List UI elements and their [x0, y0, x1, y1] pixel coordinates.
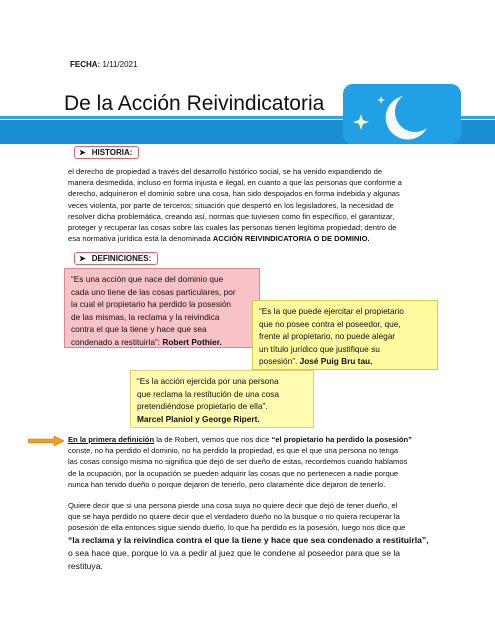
quote-author: José Puig Bru tau.	[299, 356, 373, 367]
quote-line: la cual el propietario ha perdido la posesión	[71, 299, 232, 310]
quote-box-puig	[252, 300, 438, 370]
quote-line: “Es una acción que nace del dominio que	[71, 274, 224, 284]
historia-bold-term: ACCIÓN REIVINDICATORIA O DE DOMINIO.	[212, 234, 370, 244]
section-definiciones-label: ➤ DEFINICIONES:	[74, 252, 158, 265]
quote-line: “Es la que puede ejercitar el propietario	[259, 306, 404, 316]
quote-line: posesión”. José Puig Bru tau.	[259, 356, 373, 367]
date-value: 1/11/2021	[102, 60, 138, 69]
historia-line: el derecho de propiedad a través del desarrollo histórico social, se ha venido expandiendo de	[68, 167, 383, 176]
date-label: FECHA:	[70, 60, 101, 69]
analysis-line: de la ocupación, por la ocupación se pueden adquirir las cosas que no pertenecen a nadie porque	[68, 468, 399, 478]
historia-line: resolver dicha problemática, creando así, normas que tuviesen como fin específico, el garantizar,	[68, 211, 395, 221]
quote-box-planiol	[130, 370, 314, 428]
quote-line: contra el que la tiene y hace que sea	[71, 324, 207, 335]
analysis-line: o sea hace que, porque lo va a pedir al juez que le condene al poseedor para que se la	[68, 547, 401, 558]
analysis-line: En la primera definición la de Robert, vemos que nos dice “el propietario ha perdido la posesión”	[68, 435, 412, 444]
quote-line: condenado a restituirla”: Robert Pothier.	[71, 336, 222, 347]
quote-line	[137, 413, 307, 426]
analysis-line: las cosas consigo misma no significa que dejó de ser dueño de estas, recordemos cuando hablamos	[68, 457, 408, 467]
quote-line: de las mismas, la reclama y la reivindica	[71, 311, 220, 322]
quote-line: cada uno tiene de las cosas particulares, por	[71, 286, 236, 297]
quote-line: un título jurídico que justifique su	[259, 343, 380, 354]
analysis-line: Quiere decir que si una persona pierde una cosa suya no quiere decir que dejó de tener dueño, el	[68, 501, 398, 510]
right-arrow-icon	[28, 436, 64, 446]
sparkle-icon	[353, 96, 385, 130]
section-historia-label: ➤ HISTORIA:	[74, 146, 139, 159]
historia-line: veces violenta, por parte de terceros; situación que despertó en los legisladores, la necesidad de	[68, 200, 394, 210]
arrowhead-bullet-icon: ➤	[79, 148, 86, 157]
historia-line: manera desmedida, incluso en forma injusta e ilegal, en cuanto a que las personas que conforme a	[68, 178, 402, 188]
analysis-line	[68, 534, 442, 547]
quote-line: “Es la acción ejercida por una persona	[137, 376, 279, 386]
analysis-line: que se haya perdido no quiere decir que el verdadero dueño no la busque o no quiera recuperar la	[68, 512, 400, 522]
first-definition-lead: En la primera definición	[68, 435, 155, 444]
quote-line: pretendiéndose propietario de ella”.	[137, 401, 268, 412]
quote-line: que no posee contra el poseedor, que,	[259, 318, 401, 329]
quote-line: frente al propietario, no puede alegar	[259, 331, 396, 342]
page-title: De la Acción Reivindicatoria	[64, 92, 325, 115]
historia-line: derecho, adquirieron el dominio sobre una cosa, han sido despojados en forma indebida y algunas	[68, 189, 400, 199]
historia-line: proteger y recuperar las cosas sobre las cuales las personas tienen legítima propiedad; dentro de	[68, 223, 397, 233]
analysis-paragraph-1	[68, 434, 442, 490]
crescent-moon-icon	[343, 84, 461, 144]
analysis-line: posesión de ella entonces sigue siendo dueño, lo que ha perdido es la posesión, luego nos dice que	[68, 523, 406, 533]
analysis-bold-quote: “el propietario ha perdido la posesión”	[271, 435, 412, 444]
arrowhead-bullet-icon: ➤	[79, 254, 86, 263]
quote-author: Robert Pothier.	[162, 336, 222, 347]
quote-box-pothier	[64, 268, 260, 348]
analysis-bold-quote: “la reclama y la reivindica contra el que la tiene y hace que sea condenado a restituirla”,	[68, 534, 429, 545]
quote-author: Marcel Planiol y George Ripert.	[137, 413, 260, 424]
moon-banner	[343, 84, 461, 144]
date-line	[70, 60, 137, 69]
analysis-line: restituya.	[68, 560, 103, 571]
analysis-line: nunca han tenido dueño o porque dejaron de tenerlo, pero claramente dice dejaron de tenerlo.	[68, 479, 386, 489]
analysis-line: conste, no ha perdido el dominio, no ha perdido la propiedad, es que el que una persona no tenga	[68, 446, 399, 456]
quote-line: que reclama la restitución de una cosa	[137, 388, 280, 399]
historia-line: esa normativa jurídica está la denominada ACCIÓN REIVINDICATORIA O DE DOMINIO.	[68, 234, 370, 244]
historia-paragraph	[68, 166, 436, 244]
analysis-paragraph-2	[68, 500, 442, 573]
